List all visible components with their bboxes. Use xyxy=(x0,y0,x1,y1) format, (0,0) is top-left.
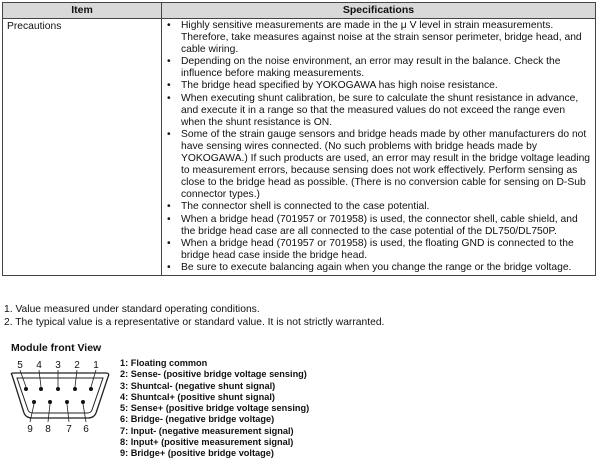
precautions-list xyxy=(162,19,595,275)
pin-assignment-list xyxy=(120,358,309,460)
list-item: • When executing shunt calibration, be sure to calculate the shunt resistance in advance, and execute it in a range so that the measured values do not exceed the range even when the shunt resistance is ON. xyxy=(162,93,591,129)
pin-label-5: 5 xyxy=(17,360,23,371)
pin-label-8: 8 xyxy=(45,424,51,435)
pin-label-9: 9 xyxy=(27,424,33,435)
pin-label-3: 3 xyxy=(55,360,61,371)
header-specifications: Specifications xyxy=(162,3,596,19)
pin-2 xyxy=(73,387,77,391)
footnotes xyxy=(4,303,384,329)
table-row xyxy=(3,19,596,276)
connector-shell-outer xyxy=(11,373,108,418)
list-item: • Depending on the noise environment, an error may result in the balance. Check the influence before making measurements. xyxy=(162,56,591,80)
specifications-table xyxy=(2,2,596,276)
pin-4 xyxy=(39,387,43,391)
list-item: • Some of the strain gauge sensors and bridge heads made by other manufacturers do not have sensing wires connected. (No such problems with bridge heads made by YOKOGAWA.) If such products are used, an error may result in the bridge voltage leading to measurement errors, because sensing does not work effectively. Perform sensing as close to the bridge head as possible. (There is no conversion cable for sensing on D-Sub connector types.) xyxy=(162,129,591,202)
list-item: • The bridge head specified by YOKOGAWA has high noise resistance. xyxy=(162,80,591,92)
pin-description: 3: Shuntcal- (negative shunt signal) xyxy=(120,380,276,391)
pin-8 xyxy=(48,400,52,404)
pin-label-2: 2 xyxy=(74,360,80,371)
pin-description: 4: Shuntcal+ (positive shunt signal) xyxy=(120,391,275,402)
header-item: Item xyxy=(3,3,162,19)
pin-description: 6: Bridge- (negative bridge voltage) xyxy=(120,414,275,425)
table-header-row xyxy=(3,3,596,19)
pin-description: 1: Floating common xyxy=(120,358,208,368)
list-item: • Be sure to execute balancing again when you change the range or the bridge voltage. xyxy=(162,262,591,274)
pin-description: 8: Input+ (positive measurement signal) xyxy=(120,437,294,448)
pin-5 xyxy=(24,387,28,391)
pin-label-6: 6 xyxy=(83,424,89,435)
footnote: 2. The typical value is a representative or standard value. It is not strictly warranted. xyxy=(4,317,385,328)
pin-9 xyxy=(32,400,36,404)
list-item: • When a bridge head (701957 or 701958) is used, the floating GND is connected to the bridge head case inside the bridge head. xyxy=(162,238,591,262)
pin-label-1: 1 xyxy=(93,360,99,371)
list-item: • The connector shell is connected to the case potential. xyxy=(162,201,591,213)
specifications-cell xyxy=(162,19,596,276)
pin-label-7: 7 xyxy=(66,424,72,435)
pin-description: 2: Sense- (positive bridge voltage sensing) xyxy=(120,369,307,380)
module-front-view-title: Module front View xyxy=(11,342,102,354)
footnote: 1. Value measured under standard operating conditions. xyxy=(4,304,260,315)
list-item: • When a bridge head (701957 or 701958) is used, the connector shell, cable shield, and the bridge head case are all connected to the case potential of the DL750/DL750P. xyxy=(162,214,591,238)
pin-3 xyxy=(56,387,60,391)
item-precautions: Precautions xyxy=(3,19,162,276)
pin-label-4: 4 xyxy=(36,360,42,371)
pin-description: 9: Bridge+ (positive bridge voltage) xyxy=(120,448,274,459)
dsub-connector-diagram xyxy=(6,358,114,438)
pin-description: 7: Input- (negative measurement signal) xyxy=(120,425,294,436)
pin-description: 5: Sense+ (positive bridge voltage sensing) xyxy=(120,403,310,414)
list-item: • Highly sensitive measurements are made in the μ V level in strain measurements. Therefore, take measures against noise at the strain sensor perimeter, bridge head, and cable wiring. xyxy=(162,20,591,56)
pin-1 xyxy=(89,387,93,391)
pin-7 xyxy=(65,400,69,404)
pin-6 xyxy=(81,400,85,404)
connector-shell-inner xyxy=(17,378,103,413)
